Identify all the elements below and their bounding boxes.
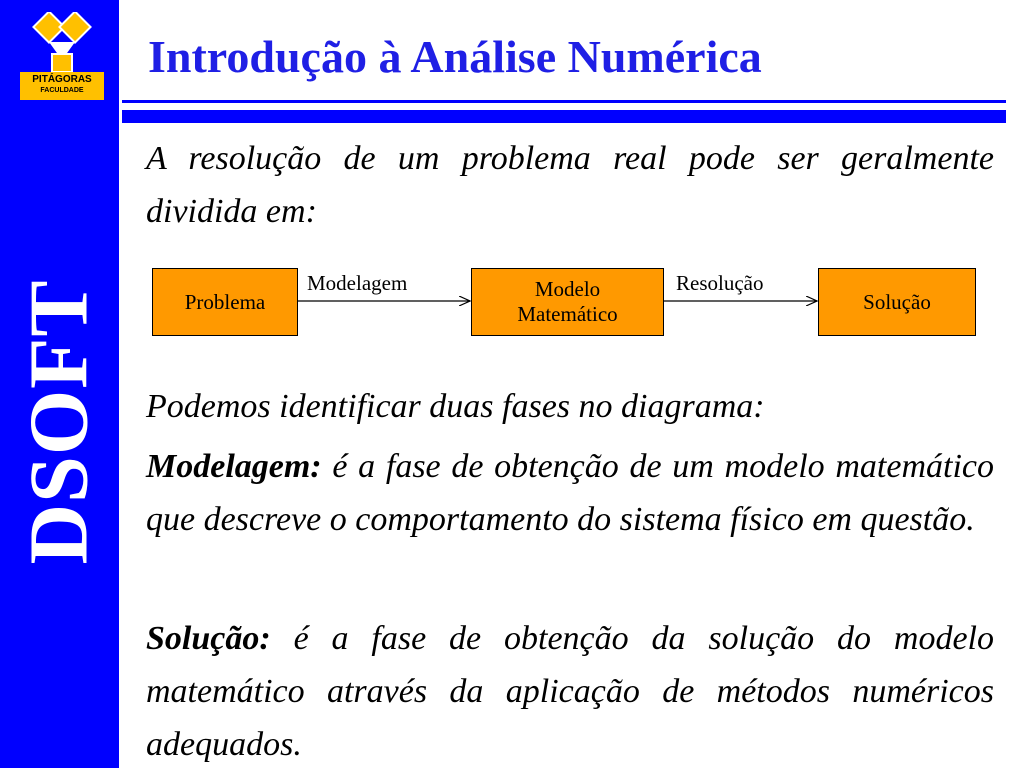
- title-rule-thick: [122, 110, 1006, 123]
- edge-label-resolucao: Resolução: [676, 271, 764, 295]
- sidebar: [0, 0, 119, 768]
- node-problema-label: Problema: [184, 289, 266, 314]
- node-modelo-line1: Modelo: [534, 277, 601, 301]
- node-modelo-matematico: [471, 268, 664, 336]
- intro-paragraph: A resolução de um problema real pode ser geralmente dividida em:: [146, 140, 994, 230]
- node-problema: [152, 268, 298, 336]
- modelagem-term: Modelagem:: [146, 448, 322, 485]
- slide-title: Introdução à Análise Numérica: [148, 31, 762, 82]
- solucao-term: Solução:: [146, 620, 271, 657]
- modelagem-paragraph: [146, 440, 994, 546]
- edge-label-modelagem: Modelagem: [307, 271, 408, 295]
- title-rule-thin: [122, 100, 1006, 103]
- solucao-paragraph: [146, 612, 994, 771]
- solucao-text: é a fase de obtenção da solução do modelo matemático através da aplicação de métodos numéricos adequados.: [146, 620, 994, 763]
- logo-line1: PITÁGORAS: [32, 74, 92, 85]
- node-solucao: [818, 268, 976, 336]
- sidebar-label: DSOFT: [12, 279, 106, 565]
- node-solucao-label: Solução: [863, 289, 931, 314]
- modelagem-text: é a fase de obtenção de um modelo matemático que descreve o comportamento do sistema físico em questão.: [146, 448, 994, 538]
- node-modelo-line2: Matemático: [517, 302, 618, 326]
- logo-line2: FACULDADE: [40, 87, 84, 94]
- phases-intro: Podemos identificar duas fases no diagrama:: [146, 388, 765, 425]
- logo-text: [20, 72, 104, 100]
